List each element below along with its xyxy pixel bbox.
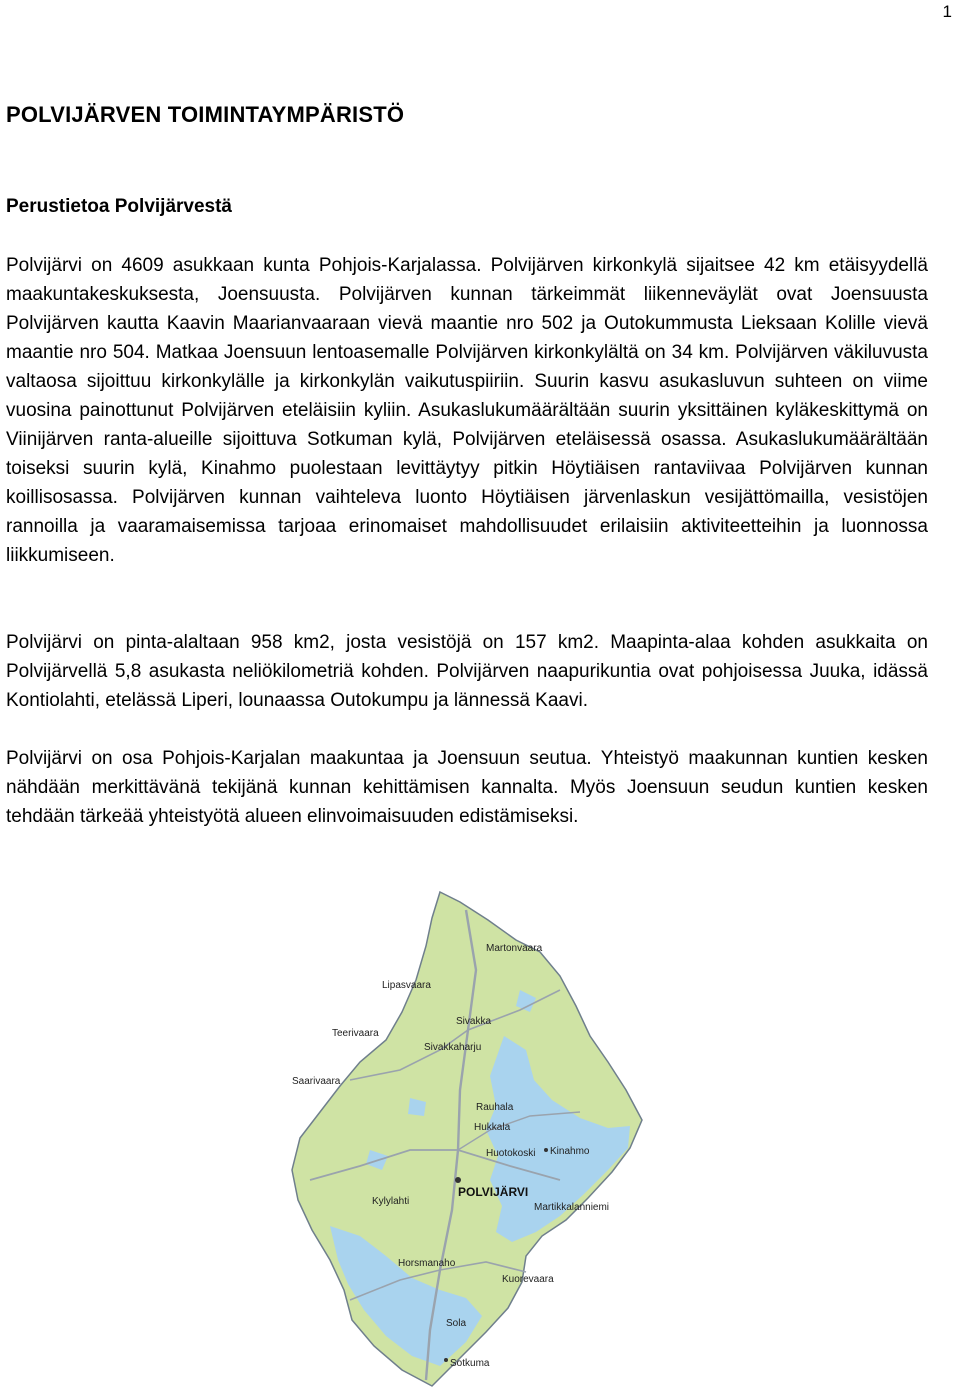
place-kinahmo: Kinahmo [550,1146,590,1157]
place-kylylahti: Kylylahti [372,1196,410,1207]
place-lipasvaara: Lipasvaara [382,980,431,991]
place-martikkalanniemi: Martikkalanniemi [534,1202,610,1213]
place-teerivaara: Teerivaara [332,1028,379,1039]
place-huotokoski: Huotokoski [486,1148,536,1159]
place-sivakka: Sivakka [456,1016,492,1027]
place-rauhala: Rauhala [476,1102,514,1113]
place-polvijarvi: POLVIJÄRVI [458,1185,529,1199]
place-martonvaara: Martonvaara [486,943,543,954]
place-hukkala: Hukkala [474,1122,511,1133]
marker-kinahmo [544,1148,548,1152]
paragraph-basic-info: Polvijärvi on 4609 asukkaan kunta Pohjois-Karjalassa. Polvijärven kirkonkylä sijaitsee 42 km etäisyydellä maakuntakeskuksesta, Joensuusta. Polvijärven kunnan tärkeimmät liikenneväylät ovat Joensuusta Polvijärven kautta Kaavin Maarianvaaraan vievä maantie nro 502 ja Outokummusta Lieksaan Kolille vievä maantie nro 504. Matkaa Joensuun lentoasemalle Polvijärven kirkonkylältä on 34 km. Polvijärven väkiluvusta valtaosa sijoittuu kirkonkylälle ja kirkonkylän vaikutuspiiriin. Suurin kasvu asukasluvun suhteen on viime vuosina painottunut Polvijärven eteläisiin kyliin. Asukaslukumäärältään suurin yksittäinen kyläkeskittymä on Viinijärven ranta-alueille sijoittuva Sotkuman kylä, Polvijärven eteläisessä osassa. Asukaslukumäärältään toiseksi suurin kylä, Kinahmo puolestaan levittäytyy pitkin Höytiäisen rantaviivaa Polvijärven kunnan koillisosassa. Polvijärven kunnan vaihteleva luonto Höytiäisen järvenlaskun vesijättömailla, vesistöjen rannoilla ja vaaramaisemissa tarjoaa erinomaiset mahdollisuudet erilaisiin aktiviteetteihin ja luonnossa liikkumiseen. [6,255,928,566]
page-title: POLVIJÄRVEN TOIMINTAYMPÄRISTÖ [6,102,405,127]
place-saarivaara: Saarivaara [292,1076,341,1087]
paragraph-cooperation: Polvijärvi on osa Pohjois-Karjalan maakuntaa ja Joensuun seutua. Yhteistyö maakunnan kuntien kesken nähdään merkittävänä tekijänä kunnan kehittämisen kannalta. Myös Joensuun seudun kuntien kesken tehdään tärkeää yhteistyötä alueen elinvoimaisuuden edistämiseksi. [6,748,928,827]
page-number: 1 [942,2,952,21]
municipality-map [290,880,650,1398]
place-sola: Solа [446,1318,467,1329]
place-kuorevaara: Kuorevaara [502,1274,554,1285]
marker-polvijarvi [455,1177,461,1183]
place-sivakkaharju: Sivakkaharju [424,1042,482,1053]
paragraph-area: Polvijärvi on pinta-alaltaan 958 km2, josta vesistöjä on 157 km2. Maapinta-alaa kohden asukkaita on Polvijärvellä 5,8 asukasta neliökilometriä kohden. Polvijärven naapurikuntia ovat pohjoisessa Juuka, idässä Kontiolahti, etelässä Liperi, lounaassa Outokumpu ja lännessä Kaavi. [6,632,928,711]
marker-sotkuma [444,1358,448,1362]
place-horsmanaho: Horsmanaho [398,1258,456,1269]
map-svg [290,880,650,1398]
place-sotkuma: Sotkuma [450,1358,490,1369]
section-subtitle: Perustietoa Polvijärvestä [6,196,232,217]
